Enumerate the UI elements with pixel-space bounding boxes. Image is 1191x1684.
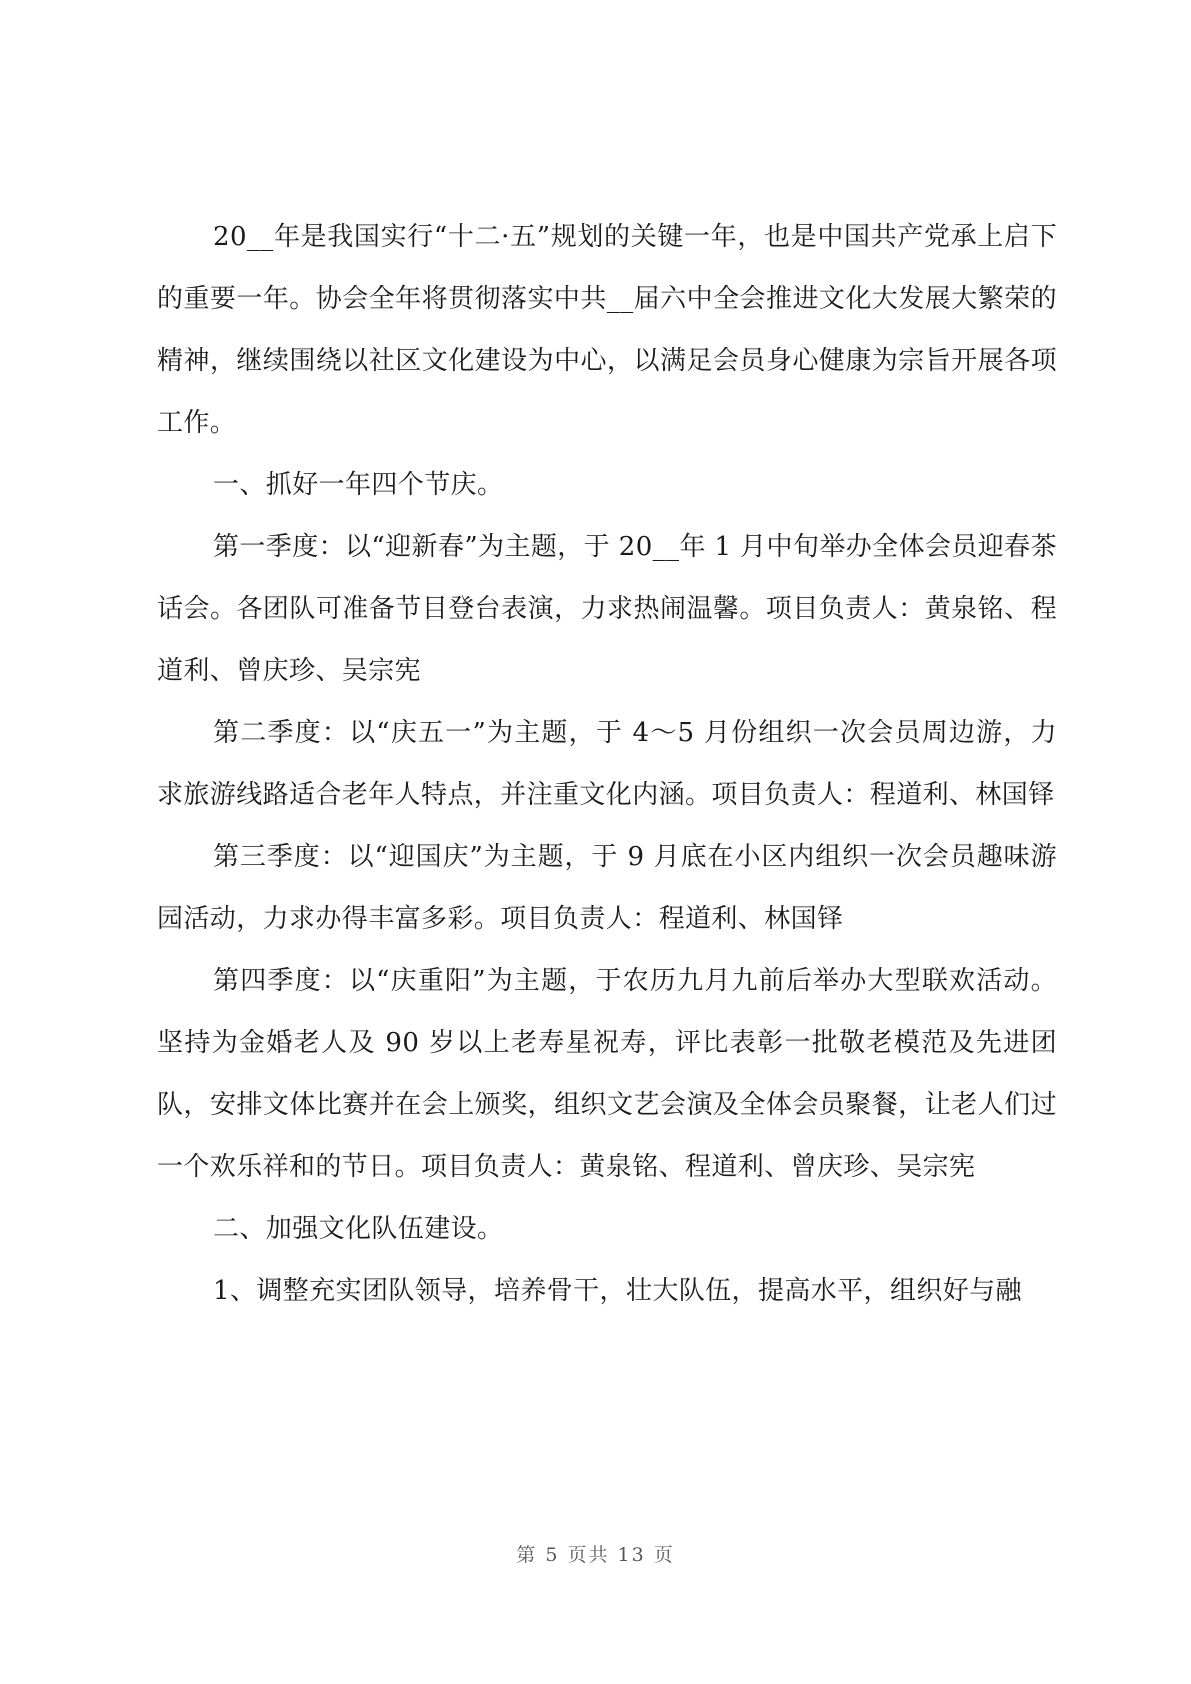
paragraph-q2: 第二季度：以“庆五一”为主题，于 4～5 月份组织一次会员周边游，力求旅游线路适合老年人特点，并注重文化内涵。项目负责人：程道利、林国铎	[157, 718, 1057, 810]
paragraph-item-1: 1、调整充实团队领导，培养骨干，壮大队伍，提高水平，组织好与融	[213, 1276, 1022, 1306]
paragraph-q1: 第一季度：以“迎新春”为主题，于 20__年 1 月中旬举办全体会员迎春茶话会。各团队可准备节目登台表演，力求热闹温馨。项目负责人：黄泉铭、程道利、曾庆珍、吴宗宪	[157, 532, 1057, 686]
paragraph-q4: 第四季度：以“庆重阳”为主题，于农历九月九前后举办大型联欢活动。坚持为金婚老人及 90 岁以上老寿星祝寿，评比表彰一批敬老模范及先进团队，安排文体比赛并在会上颁奖，组织文艺会演及全体会员聚餐，让老人们过一个欢乐祥和的节日。项目负责人：黄泉铭、程道利、曾庆珍、吴宗宪	[157, 966, 1057, 1182]
document-body	[157, 206, 1057, 1322]
paragraph-q3: 第三季度：以“迎国庆”为主题，于 9 月底在小区内组织一次会员趣味游园活动，力求办得丰富多彩。项目负责人：程道利、林国铎	[157, 842, 1057, 934]
heading-section-2: 二、加强文化队伍建设。	[213, 1214, 504, 1244]
paragraph-intro: 20__年是我国实行“十二·五”规划的关键一年，也是中国共产党承上启下的重要一年。协会全年将贯彻落实中共__届六中全会推进文化大发展大繁荣的精神，继续围绕以社区文化建设为中心，以满足会员身心健康为宗旨开展各项工作。	[157, 222, 1057, 438]
heading-section-1: 一、抓好一年四个节庆。	[213, 470, 504, 500]
page-footer: 第 5 页共 13 页	[516, 1544, 675, 1566]
